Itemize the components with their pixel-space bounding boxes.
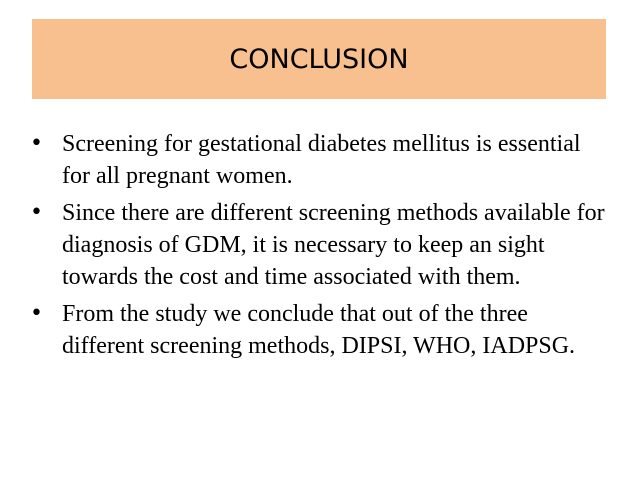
title-bar <box>32 19 606 99</box>
bullet-item <box>30 197 610 293</box>
bullet-item <box>30 298 610 362</box>
slide-title: CONCLUSION <box>229 43 409 75</box>
bullet-text: Since there are different screening methods available for diagnosis of GDM, it is necessary to keep an sight towards the cost and time associated with them. <box>62 200 605 290</box>
bullet-dot-icon: • <box>30 200 43 225</box>
bullet-dot-icon: • <box>30 131 43 156</box>
bullet-item <box>30 128 610 192</box>
bullet-list <box>30 128 610 367</box>
bullet-text: From the study we conclude that out of the three different screening methods, DIPSI, WHO, IADPSG. <box>62 301 576 359</box>
bullet-dot-icon: • <box>30 301 43 326</box>
bullet-text: Screening for gestational diabetes mellitus is essential for all pregnant women. <box>62 131 581 189</box>
